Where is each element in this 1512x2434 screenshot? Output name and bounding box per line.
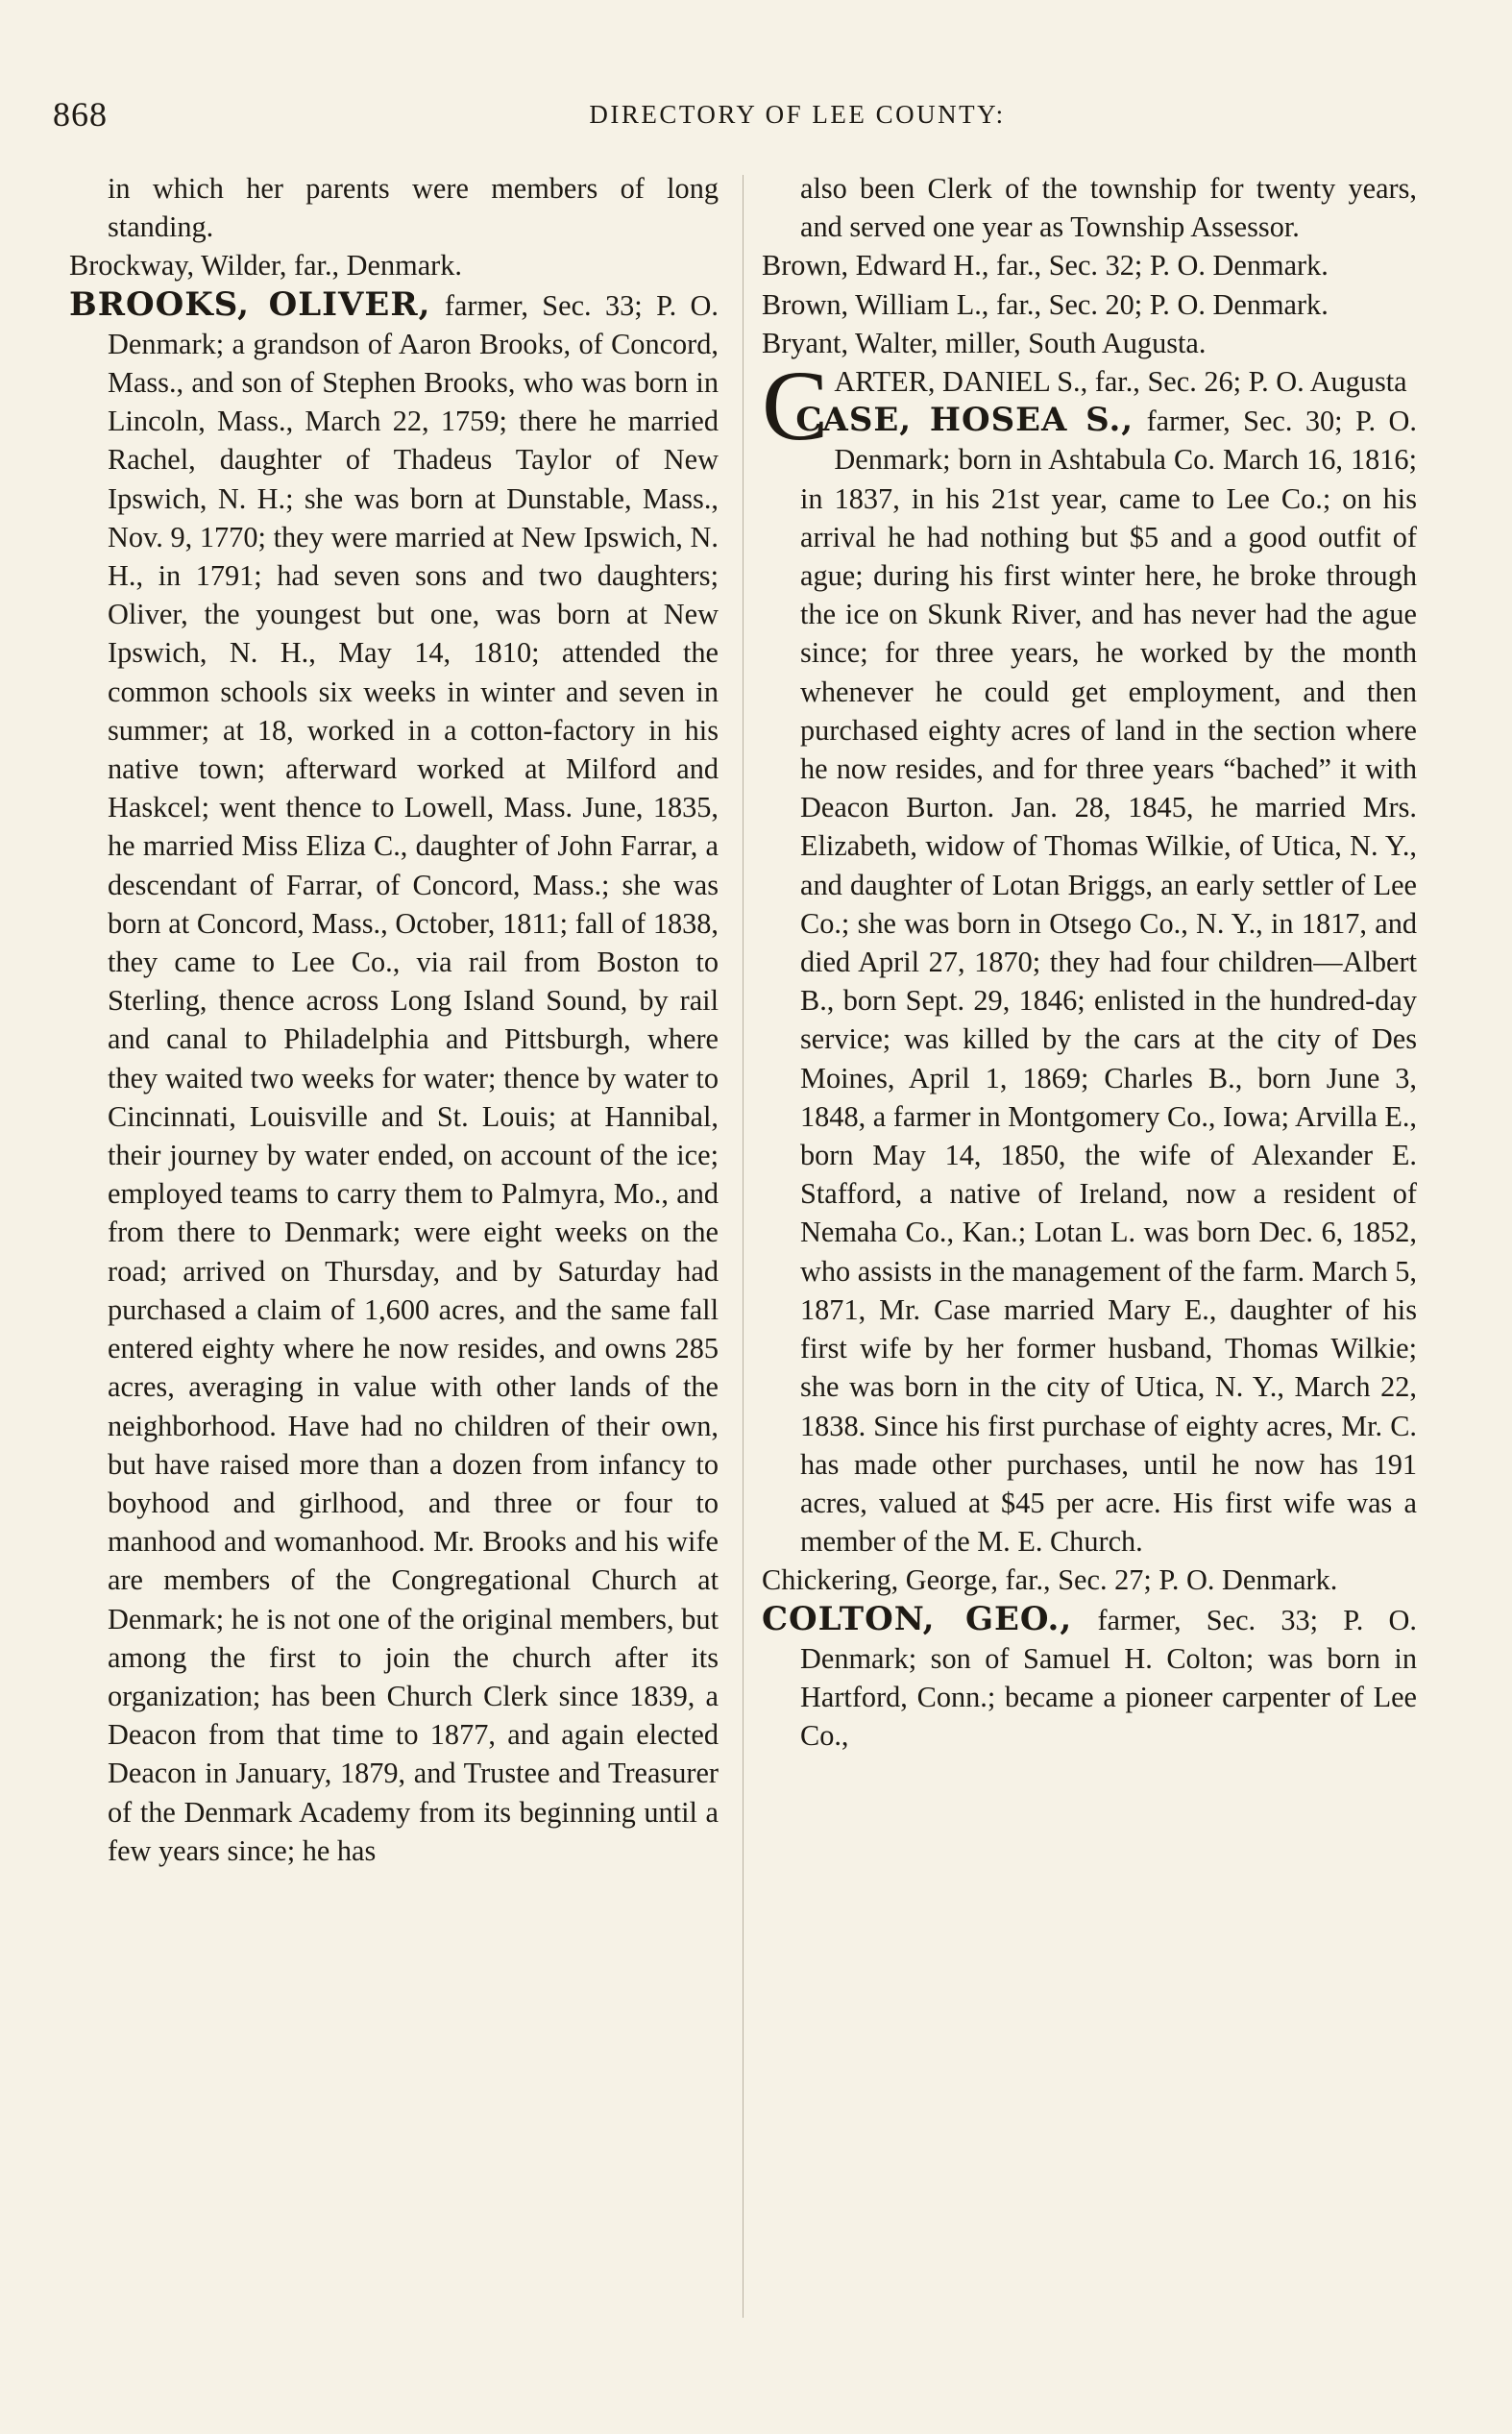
drop-cap: C xyxy=(762,351,829,462)
entry-brockway: Brockway, Wilder, far., Denmark. xyxy=(69,249,462,283)
entry-text-carter: ARTER, DANIEL S., far., Sec. 26; P. O. Augusta xyxy=(834,365,1407,399)
entry-name-case: CASE, HOSEA S., xyxy=(795,401,1134,440)
entry-bryant: Bryant, Walter, miller, South Augusta. xyxy=(762,326,1207,359)
entry-brooks xyxy=(69,285,719,1870)
left-column xyxy=(69,169,719,1870)
entry-brown-william: Brown, William L., far., Sec. 20; P. O. Denmark. xyxy=(762,287,1329,321)
entry-case xyxy=(762,401,1417,1561)
entry-chickering: Chickering, George, far., Sec. 27; P. O. Denmark. xyxy=(762,1563,1338,1597)
entry-text-case: farmer, Sec. 30; P. O. Denmark; born in Ashtabula Co. March 16, 1816; in 1837, in his 21st year, came to Lee Co.; on his arrival he had nothing but $5 and a good outfit of ague; during his first winter here, he broke through the ice on Skunk River, and has never had the ague since; for three years, he worked by the month whenever he could get employment, and then purchased eighty acres of land in the section where he now resides, and for three years “bached” it with Deacon Burton. Jan. 28, 1845, he married Mrs. Elizabeth, widow of Thomas Wilkie, of Utica, N. Y., and daughter of Lotan Briggs, an early settler of Lee Co.; she was born in Otsego Co., N. Y., in 1817, and died April 27, 1870; they had four children—Albert B., born Sept. 29, 1846; enlisted in the hundred-day service; was killed by the cars at the city of Des Moines, April 1, 1869; Charles B., born June 3, 1848, a farmer in Montgomery Co., Iowa; Arvilla E., born May 14, 1850, the wife of Alexander E. Stafford, a native of Ireland, now a resident of Nemaha Co., Kan.; Lotan L. was born Dec. 6, 1852, who assists in the management of the farm. March 5, 1871, Mr. Case married Mary E., daughter of his first wife by her former husband, Thomas Wilkie; she was born in the city of Utica, N. Y., March 22, 1838. Since his first purchase of eighty acres, Mr. C. has made other purchases, until he now has 191 acres, valued at $45 per acre. His first wife was a member of the M. E. Church. xyxy=(800,405,1418,1559)
running-head: DIRECTORY OF LEE COUNTY: xyxy=(589,100,1006,129)
page-header xyxy=(53,94,1455,142)
continued-text: in which her parents were members of long standing. xyxy=(108,172,719,244)
page-number: 868 xyxy=(53,95,108,134)
entry-name-colton: COLTON, GEO., xyxy=(762,1599,1073,1638)
column-divider xyxy=(743,175,744,2318)
entry-text-brooks: farmer, Sec. 33; P. O. Denmark; a grandson of Aaron Brooks, of Concord, Mass., and son of Stephen Brooks, who was born in Lincoln, Mass., March 22, 1759; there he married Rachel, daughter of Thadeus Taylor of New Ipswich, N. H.; she was born at Dunstable, Mass., Nov. 9, 1770; they were married at New Ipswich, N. H., in 1791; had seven sons and two daughters; Oliver, the youngest but one, was born at New Ipswich, N. H., May 14, 1810; attended the common schools six weeks in winter and seven in summer; at 18, worked in a cotton-factory in his native town; afterward worked at Milford and Haskcel; went thence to Lowell, Mass. June, 1835, he married Miss Eliza C., daughter of John Farrar, a descendant of Farrar, of Concord, Mass.; she was born at Concord, Mass., October, 1811; fall of 1838, they came to Lee Co., via rail from Boston to Sterling, thence across Long Island Sound, by rail and canal to Philadelphia and Pittsburgh, where they waited two weeks for water; thence by water to Cincinnati, Louisville and St. Louis; at Hannibal, their journey by water ended, on account of the ice; employed teams to carry them to Palmyra, Mo., and from there to Denmark; were eight weeks on the road; arrived on Thursday, and by Saturday had purchased a claim of 1,600 acres, and the same fall entered eighty where he now resides, and owns 285 acres, averaging in value with other lands of the neighborhood. Have had no children of their own, but have raised more than a dozen from infancy to boyhood and girlhood, and three or four to manhood and womanhood. Mr. Brooks and his wife are members of the Congregational Church at Denmark; he is not one of the original members, but among the first to join the church after its organization; has been Church Clerk since 1839, a Deacon from that time to 1877, and again elected Deacon in January, 1879, and Trustee and Treasurer of the Denmark Academy from its beginning until a few years since; he has xyxy=(108,288,719,1867)
entry-colton xyxy=(762,1600,1417,1756)
continued-text: also been Clerk of the township for twenty years, and served one year as Township Assessor. xyxy=(800,172,1417,244)
entry-text-colton: farmer, Sec. 33; P. O. Denmark; son of Samuel H. Colton; was born in Hartford, Conn.; became a pioneer carpenter of Lee Co., xyxy=(800,1603,1418,1753)
entry-brown-edward: Brown, Edward H., far., Sec. 32; P. O. Denmark. xyxy=(762,249,1329,283)
entry-name-brooks: BROOKS, OLIVER, xyxy=(69,284,431,324)
right-column xyxy=(762,169,1417,1755)
